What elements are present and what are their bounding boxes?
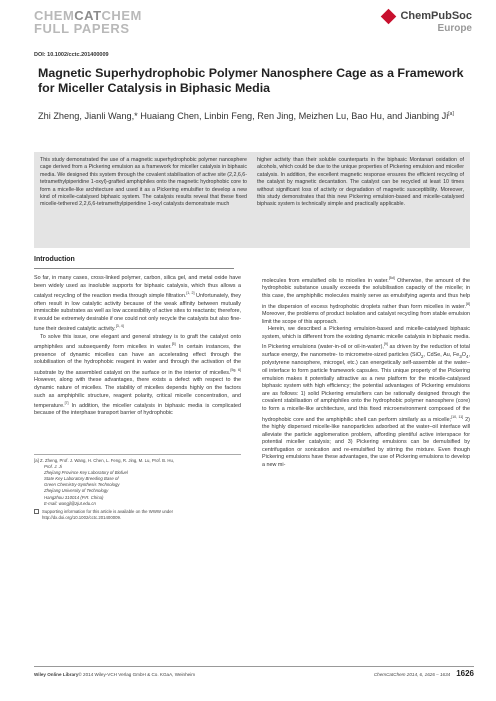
contact-email[interactable]: E-mail: wangjl@zjut.edu.cn [44,500,96,506]
page-footer [34,669,474,678]
section-heading-introduction: Introduction [34,256,75,263]
page-number: 1626 [456,669,474,678]
body-column-right [262,275,470,470]
doi: DOI: 10.1002/cctc.201400009 [34,52,109,58]
abstract-right-column: higher activity than their soluble counterparts in the biphasic Montanari oxidation of alcohols, which could be due to the unique properties of Pickering emulsion and miceller catalysis. In addition, the excellent magnetic response ensures the efficient recycling of the catalyst by magnetic decantation. The catalyst can be recycled at least 10 times without significant loss of activity or degradation of magnetic susceptibility. Moreover, this study demonstrates that this new Pickering emulsion-based and micelle-catalysed biphasic system is technically simple and practically applicable. [257,157,464,208]
paragraph: To solve this issue, one elegant and general strategy is to graft the catalyst onto amphiphiles and subsequently form micelles in water.[5] In certain instances, the presence of dynamic micelles can have an accelerating effect through the solubilisation of the hydrophobic reagent in water and through the activation of the substrate by the assembled catalyst on the surface or in the interior of micelles.[5g, 6] However, along with these advantages, there exists a defect with respect to the dynamic nature of micelles. The stability of micelles depends highly on the factors such as amphiphilic structure, reagent polarity, critical micelle concentration, and temperature.[7] In addition, the miceller catalysis in biphasic media is complicated because of the interphase transport barrier of hydrophobic [34,333,242,417]
abstract-box [34,152,470,248]
publisher-logo [383,10,472,34]
publisher-diamond-icon [381,8,397,24]
journal-header [34,9,142,36]
paragraph: molecules from emulsified oils to micelles in water.[5d] Otherwise, the amount of the hydrophobic substance usually exceeds the solubilisation capacity of the micelle; in this case, the amphiphilic molecules mainly serve as emulsifying agents and thus help in the dispersion of excess hydrophobic droplets rather than form micelles in water.[8] Moreover, the problems of product isolation and catalyst recycling from stable emulsion limit the scope of this approach. [262,276,470,325]
article-title: Magnetic Superhydrophobic Polymer Nanosphere Cage as a Framework for Miceller Catalysis in Biphasic Media [38,66,464,95]
paragraph: Herein, we described a Pickering emulsion-based and micelle-catalysed biphasic system, which is different from the existing dynamic micelle catalysis in biphasic media. In Pickering emulsions (water-in-oil or oil-in-water),[9] as driven by the reduction of total surface energy, the nanometre- to micrometre-sized particles (SiO$_2$, CdSe, Au, $Fe_3O_4$, polystyrene nanosphere, microgel, etc.) can energetically self-assemble at the water–oil interface to form particle framework capsules. This unique property of the Pickering emulsion makes it potentially attractive as a new platform for the micelle-catalysed biphasic system with high efficiency; the potential advantages of Pickering emulsions are as follows: 1) solid Pickering emulsifiers can be rationally designed through the covalent stabilisation of amphiphiles onto the hydrophobic polymer nanosphere (core) to form a micelle-like architecture, and this fixed microenvironment composed of the hydrophobic core and the amphiphilic shell can perform similarly as a micelle;[10, 11] 2) the highly dispersed micelle-like nanoparticles adsorbed at the water–oil interface will alleviate the particle agglomeration problem, affording plentiful active interspace for potential miceller catalysis; and 3) Pickering emulsions can be demulsified by centrifugation or sonication and re-emulsified by stirring the mixture. Even though Pickering emulsions have these advantages, the use of Pickering emulsions to develop a new mi- [262,326,470,468]
wiley-online-library[interactable]: Wiley Online Library [34,672,79,677]
copyright: © 2014 Wiley-VCH Verlag GmbH & Co. KGaA, Weinheim [78,672,196,677]
section-divider [34,268,234,269]
supporting-info-note: Supporting information for this article is available on the WWW under http://dx.doi.org/10.1002/cctc.201400009. [34,509,241,521]
journal-reference: ChemCatChem 2014, 6, 1626 – 1634 [373,672,451,677]
paragraph: So far, in many cases, cross-linked polymer, carbon, silica gel, and metal oxide have been widely used as insoluble supports for biphasic catalysis, which thus allows a catalyst recycling of the reaction media through simple filtration.[1, 2] Unfortunately, they often result in low catalytic activity because of the weak affinity between mutually immiscible substrates as well as low accessibility of active sites to reactants; therefore, it would be extremely desirable if one could not only recycle the catalysts but also fine-tune their desired catalytic activity.[3, 4] [34,275,242,333]
publisher-sub: Europe [437,23,472,34]
section-type: FULL PAPERS [34,21,130,36]
journal-name: CHEMCATCHEM [34,8,142,23]
body-column-left [34,275,241,418]
publisher-name: ChemPubSoc [400,10,472,22]
affiliation-footnote: [a] Z. Zheng, Prof. J. Wang, H. Chen, L. Feng, R. Jing, M. Lu, Prof. B. Hu, Prof. J. Ji Zhejiang Province Key Laboratory of Biofuel State Key Laboratory Breeding Base of Green Chemistry-Synthesis Technology Zhejiang University of Technology Hangzhou 310014 (P.R. China) E-mail: wangjl@zjut.edu.cn Supporting information for this article is available on the WWW under http://dx.doi.org/10.1002/cctc.201400009. [34,458,241,521]
abstract-left-column: This study demonstrated the use of a magnetic superhydrophobic polymer nanosphere cage derived from a Pickering emulsion as a framework for miceller catalysis in biphasic media. We designed this system through the covalent stabilisation of active site (2,2,6,6-tetramethylpiperidine 1-oxyl)-grafted amphiphiles onto the magnetic hydrophobic core to form a micelle-like architecture and used it as a Pickering emulsifier to develop a new kind of micelle-catalysed biphasic system. The catalysis results reveal that these fixed micelle-tethered 2,2,6,6-tetramethylpiperidine 1-oxyl catalysts demonstrate much [40,157,247,208]
author-list: Zhi Zheng, Jianli Wang,* Huaiang Chen, Linbin Feng, Ren Jing, Meizhen Lu, Bao Hu, and Jianbing Ji[a] [38,111,454,122]
document-icon [34,509,39,514]
